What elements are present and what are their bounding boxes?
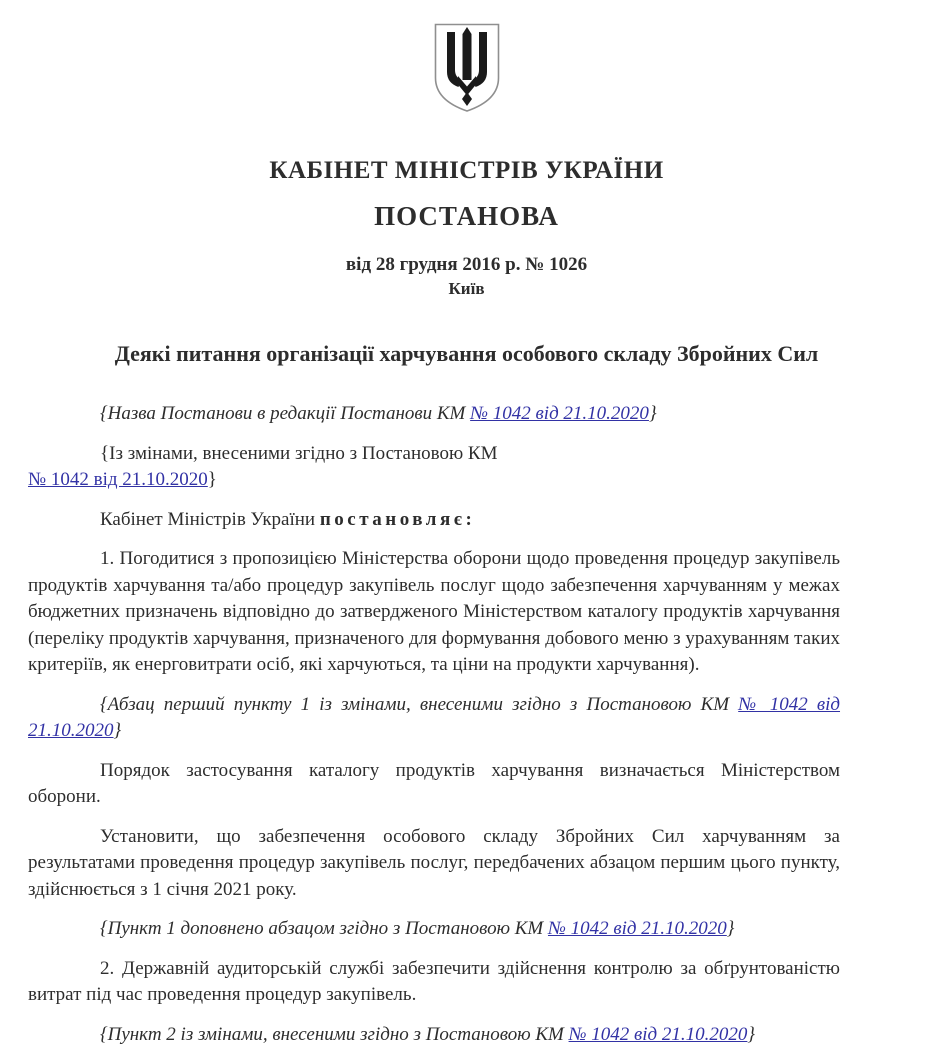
doc-city: Київ xyxy=(448,279,485,298)
amendment-note-p2 xyxy=(28,1022,840,1049)
paragraph-1: 1. Погодитися з пропозицією Міністерства оборони щодо проведення процедур закупівель продуктів харчування та/або процедур закупівель послуг щодо забезпечення харчуванням у межах бюджетних призначень відповідно до затвердженого Міністерством каталогу продуктів харчування (переліку продуктів харчування, призначеного для формування добового меню з урахуванням таких критеріїв, як енерговитрати осіб, які харчуються, та ціни на продукти харчування). xyxy=(28,548,840,675)
note-text: } xyxy=(113,720,122,741)
note-text: {Пункт 2 із змінами, внесеними згідно з Постановою КМ xyxy=(100,1023,569,1045)
amendment-note-p1-added xyxy=(28,916,840,943)
note-text: } xyxy=(747,1023,755,1045)
enacting-text: Кабінет Міністрів України xyxy=(100,508,320,530)
note-text: } xyxy=(648,403,657,424)
amendment-note-title xyxy=(28,401,840,428)
paragraph-2: 2. Державній аудиторській службі забезпечити здійснення контролю за обґрунтованістю витрат під час проведення процедур закупівель. xyxy=(28,957,840,1005)
doc-title: Деякі питання організації харчування особового складу Збройних Сил xyxy=(114,341,819,366)
note-text: {Із змінами, внесеними згідно з Постановою КМ xyxy=(100,442,498,464)
paragraph-catalog-order: Порядок застосування каталогу продуктів харчування визначається Міністерством оборони. xyxy=(28,759,840,807)
enacting-verb: постановляє: xyxy=(319,508,476,530)
org-name: КАБІНЕТ МІНІСТРІВ УКРАЇНИ xyxy=(269,157,664,184)
amendment-note-p1 xyxy=(28,692,840,745)
amendment-link-general[interactable]: № 1042 від 21.10.2020 xyxy=(28,469,208,490)
note-text: {Назва Постанови в редакції Постанови КМ xyxy=(100,403,471,424)
note-text: } xyxy=(726,918,735,939)
amendment-link-title[interactable]: № 1042 від 21.10.2020 xyxy=(470,403,649,424)
coat-of-arms-container xyxy=(0,22,933,119)
amendment-link-p1-added[interactable]: № 1042 від 21.10.2020 xyxy=(547,918,727,939)
amendment-link-p2[interactable]: № 1042 від 21.10.2020 xyxy=(568,1023,748,1045)
doc-type: ПОСТАНОВА xyxy=(374,201,559,231)
amendment-note-general xyxy=(28,441,840,494)
note-text: } xyxy=(207,469,217,490)
note-text: {Пункт 1 доповнено абзацом згідно з Постановою КМ xyxy=(100,918,548,939)
enacting-clause xyxy=(28,507,840,534)
doc-body xyxy=(28,401,840,1048)
paragraph-establish: Установити, що забезпечення особового складу Збройних Сил харчуванням за результатами проведення процедур закупівель послуг, передбачених абзацом першим цього пункту, здійснюється з 1 січня 2021 року. xyxy=(28,825,840,900)
ukraine-trident-icon xyxy=(431,101,503,118)
note-text: {Абзац перший пункту 1 із змінами, внесеними згідно з Постановою КМ xyxy=(100,693,739,715)
amendment-link-p1[interactable]: № 1042 від 21.10.2020 xyxy=(28,693,841,741)
doc-date-number: від 28 грудня 2016 р. № 1026 xyxy=(345,254,588,275)
